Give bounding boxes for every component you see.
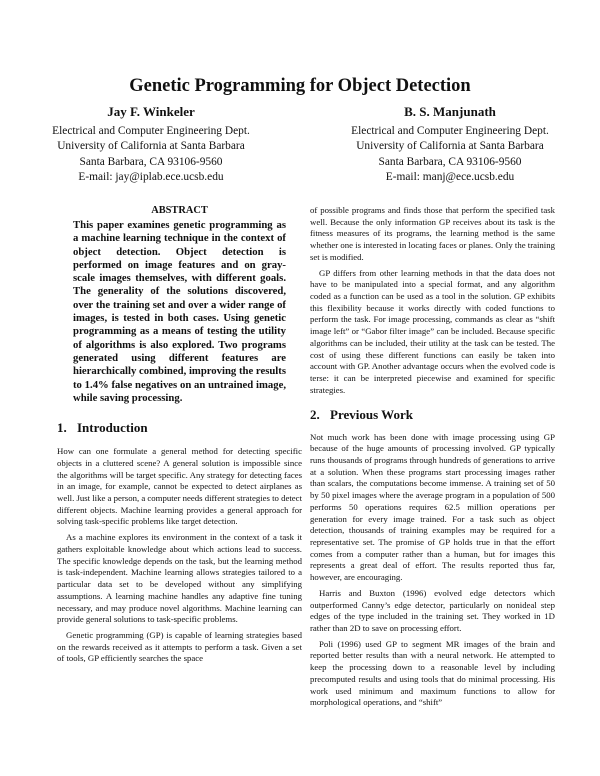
body-paragraph: of possible programs and finds those that perform the specified task well. Because the only information GP receives about its task is the fitness measures of its programs, the learning method is the same whether one is interested in locating faces or planes. Only the training set is modified. [310, 205, 555, 262]
abstract-heading: ABSTRACT [151, 205, 208, 216]
author-university: University of California at Santa Barbara [356, 140, 544, 153]
body-paragraph: GP differs from other learning methods in that the data does not have to be manipulated into a special format, and any algorithm coded as a function can be used as a tool in the solution. GP exhibits this flexibility because it works directly with coded functions to perform the task. For image processing, commands as clear as “shift image left” or “Gabor filter image” can be included. Because specific algorithms can be included, their utility at the task can be tested. The cost of using these different functions can easily be taken into account with GP. Another advantage occurs when the evolved code is terse: it can be interpreted piecewise and examined for specific strategies. [310, 267, 555, 395]
author-address: Santa Barbara, CA 93106-9560 [79, 155, 223, 168]
body-paragraph: Poli (1996) used GP to segment MR images of the brain and reported better results than with a neural network. He attempted to keep the processing down to a reasonable level by including precomputed results and using tools that do minimal processing. His work used minimum and maximum functions to allow for morphological operations, and “shift” [310, 638, 555, 708]
paper-title: Genetic Programming for Object Detection [129, 76, 471, 96]
author-address: Santa Barbara, CA 93106-9560 [378, 155, 522, 168]
abstract-text: This paper examines genetic programming as a machine learning technique in the context of object detection. Object detection is performed on image features and on gray-scale images themselves, with different goals. The generality of the solutions discovered, over the training set and over a wider range of images, is tested in both cases. Using genetic programming as a means of testing the utility of algorithms is also explored. Two programs generated using different features are hierarchically combined, improving the results to 1.4% false negatives on an untrained image, while saving processing. [73, 219, 286, 404]
author-name: B. S. Manjunath [404, 104, 496, 119]
right-column [310, 205, 555, 709]
body-paragraph: Genetic programming (GP) is capable of learning strategies based on the rewards received as it attempts to perform a task. Given a set of tools, GP efficiently searches the space [57, 629, 302, 664]
author-university: University of California at Santa Barbara [57, 140, 245, 153]
body-paragraph: How can one formulate a general method for detecting specific objects in a cluttered scene? A general solution is impossible since the algorithms will be target specific. Any strategy for detecting faces in an image, for example, cannot be expected to detect airplanes as well. Just like a person, a computer needs different strategies to detect different objects. Machine learning provides a general approach for solving task-specific problems like target detection. [57, 446, 302, 527]
author-block-1 [6, 103, 296, 186]
body-paragraph: Harris and Buxton (1996) evolved edge detectors which outperformed Canny’s edge detector, particularly on nonideal step edges of the type included in the training set. They worked in 1D rather than 2D to save on processing effort. [310, 587, 555, 633]
left-column [57, 205, 302, 665]
body-paragraph: Not much work has been done with image processing using GP because of the huge amounts of processing involved. GP typically runs thousands of programs through hundreds of generations to arrive at a solution. When these programs start processing images rather than scalars, the computations become immense. A training set of 50 by 50 pixel images where the average program in a population of 500 performs 50 operations requires 62.5 million operations per generation for every image trained. For a task such as object detection, thousands of training examples may be required for a representative set. The promise of GP holds true in that the effort comes from a computer rather than a human, but for images this represents a great deal of effort. The results reported thus far, however, are encouraging. [310, 431, 555, 583]
author-block-2 [305, 103, 595, 186]
section-title: Introduction [77, 420, 148, 436]
author-email: E-mail: jay@iplab.ece.ucsb.edu [78, 171, 224, 184]
section-number: 2. [310, 406, 320, 422]
section-title: Previous Work [330, 406, 413, 422]
section-heading-previous-work [310, 407, 555, 423]
body-paragraph: As a machine explores its environment in the context of a task it gathers exploitable knowledge about which actions lead to success. The specific knowledge depends on the task, but the learning method is task-independent. Machine learning allows strategies tailored to a particular data set to be developed without any simplifying assumptions. A learning machine handles any adaptive fine tuning necessary, and may produce novel algorithms. Machine learning can provide general solutions to task-specific problems. [57, 532, 302, 625]
section-number: 1. [57, 420, 67, 436]
author-department: Electrical and Computer Engineering Dept. [52, 125, 250, 137]
author-email: E-mail: manj@ece.ucsb.edu [385, 171, 515, 184]
section-heading-introduction [57, 420, 302, 436]
author-department: Electrical and Computer Engineering Dept. [351, 125, 549, 137]
author-name: Jay F. Winkeler [107, 104, 195, 119]
